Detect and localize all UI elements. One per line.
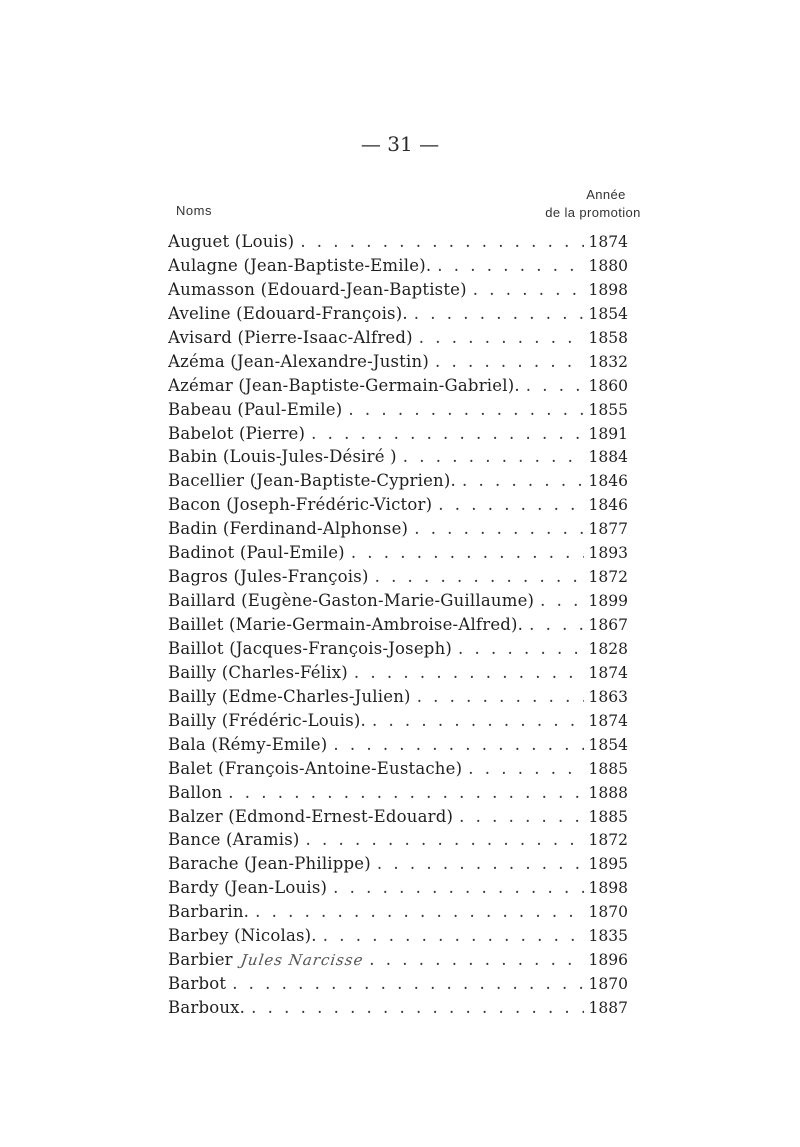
entry-name: Barbarin.	[168, 902, 250, 922]
dot-leader	[366, 711, 584, 730]
dot-leader	[226, 974, 584, 993]
entry-year: 1858	[588, 328, 628, 347]
entry-year: 1874	[588, 233, 628, 251]
entry-name: Barbot	[168, 974, 227, 994]
entry-year: 1877	[588, 520, 628, 539]
dot-leader	[520, 376, 584, 395]
list-item	[168, 400, 628, 424]
list-item	[168, 232, 628, 256]
dot-leader	[300, 830, 584, 849]
entry-name: Bailly (Frédéric-Louis).	[168, 710, 366, 730]
dot-leader	[245, 998, 584, 1017]
list-item	[168, 256, 628, 280]
dot-leader	[363, 950, 584, 969]
entry-name: Baillot (Jacques-François-Joseph)	[168, 638, 453, 658]
dot-leader	[348, 663, 584, 682]
year-header-line1: Année	[586, 187, 626, 202]
dot-leader	[534, 591, 584, 610]
dot-leader	[408, 519, 584, 538]
entry-year: 1893	[588, 544, 628, 563]
entry-name: Barache (Jean-Philippe)	[168, 854, 371, 874]
dot-leader	[327, 735, 584, 754]
entry-name: Bala (Rémy-Emile)	[168, 734, 328, 754]
list-item	[168, 328, 628, 352]
handwritten-annotation: Jules Narcisse	[239, 951, 365, 970]
entry-year: 1898	[588, 280, 628, 299]
dot-leader	[345, 543, 584, 562]
list-item	[168, 304, 628, 328]
entry-year: 1888	[588, 783, 628, 802]
entry-name: Avisard (Pierre-Isaac-Alfred)	[168, 327, 413, 347]
entry-name: Baillard (Eugène-Gaston-Marie-Guillaume)	[168, 591, 535, 611]
list-item	[168, 974, 628, 998]
entry-year: 1891	[588, 424, 628, 443]
names-column-header: Noms	[176, 203, 212, 218]
dot-leader	[305, 424, 584, 443]
entry-name: Bacellier (Jean-Baptiste-Cyprien).	[168, 471, 456, 491]
list-item	[168, 519, 628, 543]
entry-year: 1854	[588, 735, 628, 754]
entry-year: 1887	[588, 999, 628, 1017]
year-column-header	[528, 186, 658, 222]
list-item	[168, 711, 628, 735]
entry-name: Azémar (Jean-Baptiste-Germain-Gabriel).	[168, 375, 520, 395]
dot-leader	[452, 639, 584, 658]
entry-name: Bailly (Edme-Charles-Julien)	[168, 686, 411, 706]
entry-name: Babeau (Paul-Emile)	[168, 399, 343, 419]
dot-leader	[431, 256, 584, 275]
entry-year: 1872	[588, 831, 628, 850]
entry-name: Bailly (Charles-Félix)	[168, 662, 348, 682]
entry-name: Balet (François-Antoine-Eustache)	[168, 758, 463, 778]
list-item	[168, 854, 628, 878]
dot-leader	[429, 352, 584, 371]
entry-name: Barbier	[168, 950, 233, 970]
list-item	[168, 759, 628, 783]
dot-leader	[523, 615, 584, 634]
entry-year: 1872	[588, 568, 628, 587]
list-item	[168, 902, 628, 926]
list-item	[168, 424, 628, 448]
list-item	[168, 567, 628, 591]
entry-year: 1846	[588, 496, 628, 515]
entry-year: 1832	[588, 352, 628, 371]
entry-year: 1846	[588, 472, 628, 491]
entry-name: Balzer (Edmond-Ernest-Edouard)	[168, 806, 454, 826]
entry-year: 1885	[588, 807, 628, 826]
dot-leader	[456, 471, 584, 490]
list-item	[168, 280, 628, 304]
entry-name: Bacon (Joseph-Frédéric-Victor)	[168, 495, 433, 515]
entry-year: 1880	[588, 256, 628, 275]
entry-name: Babelot (Pierre)	[168, 423, 306, 443]
entry-year: 1885	[588, 759, 628, 778]
dot-leader	[462, 759, 584, 778]
year-header-line2: de la promotion	[545, 205, 641, 220]
list-item	[168, 639, 628, 663]
entry-year: 1855	[588, 400, 628, 419]
dot-leader	[432, 495, 584, 514]
entry-year: 1899	[588, 592, 628, 611]
dot-leader	[327, 878, 584, 897]
entry-year: 1835	[588, 927, 628, 946]
entry-name: Bance (Aramis)	[168, 830, 300, 850]
entry-year: 1828	[588, 639, 628, 658]
entry-year: 1874	[588, 663, 628, 682]
list-item	[168, 783, 628, 807]
list-item	[168, 591, 628, 615]
list-item	[168, 376, 628, 400]
dot-leader	[453, 807, 584, 826]
dot-leader	[249, 902, 584, 921]
entry-year: 1870	[588, 903, 628, 922]
entry-year: 1884	[588, 448, 628, 467]
list-item	[168, 687, 628, 711]
list-item	[168, 615, 628, 639]
entry-year: 1870	[588, 975, 628, 994]
dot-leader	[467, 280, 584, 299]
entry-year: 1898	[588, 879, 628, 898]
entry-year: 1896	[588, 951, 628, 970]
entry-name: Babin (Louis-Jules-Désiré )	[168, 447, 397, 467]
dot-leader	[408, 304, 584, 323]
entry-name: Azéma (Jean-Alexandre-Justin)	[168, 351, 429, 371]
list-item	[168, 878, 628, 902]
dot-leader	[397, 447, 584, 466]
dot-leader	[222, 783, 584, 802]
list-item	[168, 495, 628, 519]
list-item	[168, 926, 628, 950]
entry-year: 1867	[588, 616, 628, 634]
list-item	[168, 543, 628, 567]
entry-name: Barbey (Nicolas).	[168, 926, 317, 946]
list-item	[168, 830, 628, 854]
list-item	[168, 352, 628, 376]
entry-year: 1860	[588, 376, 628, 395]
dot-leader	[342, 400, 584, 419]
entry-name: Aumasson (Edouard-Jean-Baptiste)	[168, 279, 467, 299]
entry-name: Auguet (Louis)	[168, 232, 295, 251]
entry-name: Baillet (Marie-Germain-Ambroise-Alfred).	[168, 615, 524, 634]
entry-name: Bardy (Jean-Louis)	[168, 878, 328, 898]
entry-name: Bagros (Jules-François)	[168, 567, 369, 587]
list-item	[168, 998, 628, 1022]
entry-year: 1874	[588, 711, 628, 730]
entry-name: Badinot (Paul-Emile)	[168, 543, 345, 563]
entry-year: 1854	[588, 304, 628, 323]
entry-year: 1863	[588, 687, 628, 706]
page-number: — 31 —	[360, 132, 440, 156]
list-item	[168, 447, 628, 471]
dot-leader	[371, 854, 584, 873]
entry-name: Ballon	[168, 782, 223, 802]
dot-leader	[317, 926, 584, 945]
dot-leader	[294, 232, 584, 251]
entry-name: Badin (Ferdinand-Alphonse)	[168, 519, 409, 539]
list-item	[168, 663, 628, 687]
list-item	[168, 471, 628, 495]
entry-name: Aulagne (Jean-Baptiste-Emile).	[168, 255, 432, 275]
entry-name: Aveline (Edouard-François).	[168, 303, 408, 323]
list-item	[168, 807, 628, 831]
list-item	[168, 735, 628, 759]
list-item	[168, 950, 628, 974]
dot-leader	[413, 328, 584, 347]
dot-leader	[411, 687, 584, 706]
entry-name: Barboux.	[168, 998, 246, 1017]
names-list	[168, 232, 628, 1022]
dot-leader	[369, 567, 584, 586]
entry-year: 1895	[588, 855, 628, 874]
